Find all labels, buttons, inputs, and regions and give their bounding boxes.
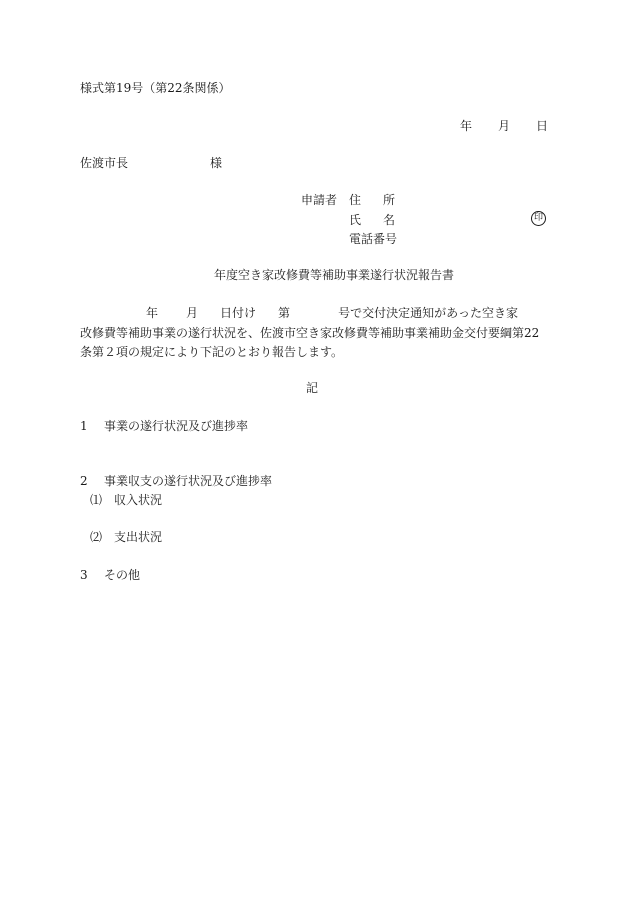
body-line-1: 年 月 日付け 第 号で交付決定通知があった空き家	[146, 306, 518, 320]
date-day: 日	[536, 119, 549, 133]
body-line-3: 条第２項の規定により下記のとおり報告します。	[80, 345, 344, 359]
addressee-name: 佐渡市長	[80, 156, 129, 170]
name-label: 氏 名	[349, 213, 396, 227]
item-2: 2 事業収支の遂行状況及び進捗率	[80, 474, 273, 488]
addressee-honorific: 様	[210, 156, 223, 170]
form-number: 様式第19号（第22条関係）	[80, 81, 231, 95]
body-paragraph	[80, 305, 550, 364]
date-year: 年	[460, 119, 473, 133]
body-line-2: 改修費等補助事業の遂行状況を、佐渡市空き家改修費等補助事業補助金交付要綱第22	[80, 325, 540, 340]
seal-mark: 印	[531, 211, 546, 226]
applicant-label: 申請者	[301, 193, 338, 207]
address-label: 住 所	[349, 193, 396, 207]
item-1: 1 事業の遂行状況及び進捗率	[80, 419, 249, 433]
report-title: 年度空き家改修費等補助事業遂行状況報告書	[214, 268, 455, 282]
date-month: 月	[498, 119, 511, 133]
ki-heading: 記	[306, 381, 319, 395]
date-line	[460, 118, 548, 134]
phone-label: 電話番号	[349, 232, 398, 246]
addressee	[80, 155, 222, 171]
sub-item-1: ⑴ 収入状況	[90, 493, 163, 507]
sub-item-2: ⑵ 支出状況	[90, 530, 163, 544]
item-3: 3 その他	[80, 568, 141, 582]
